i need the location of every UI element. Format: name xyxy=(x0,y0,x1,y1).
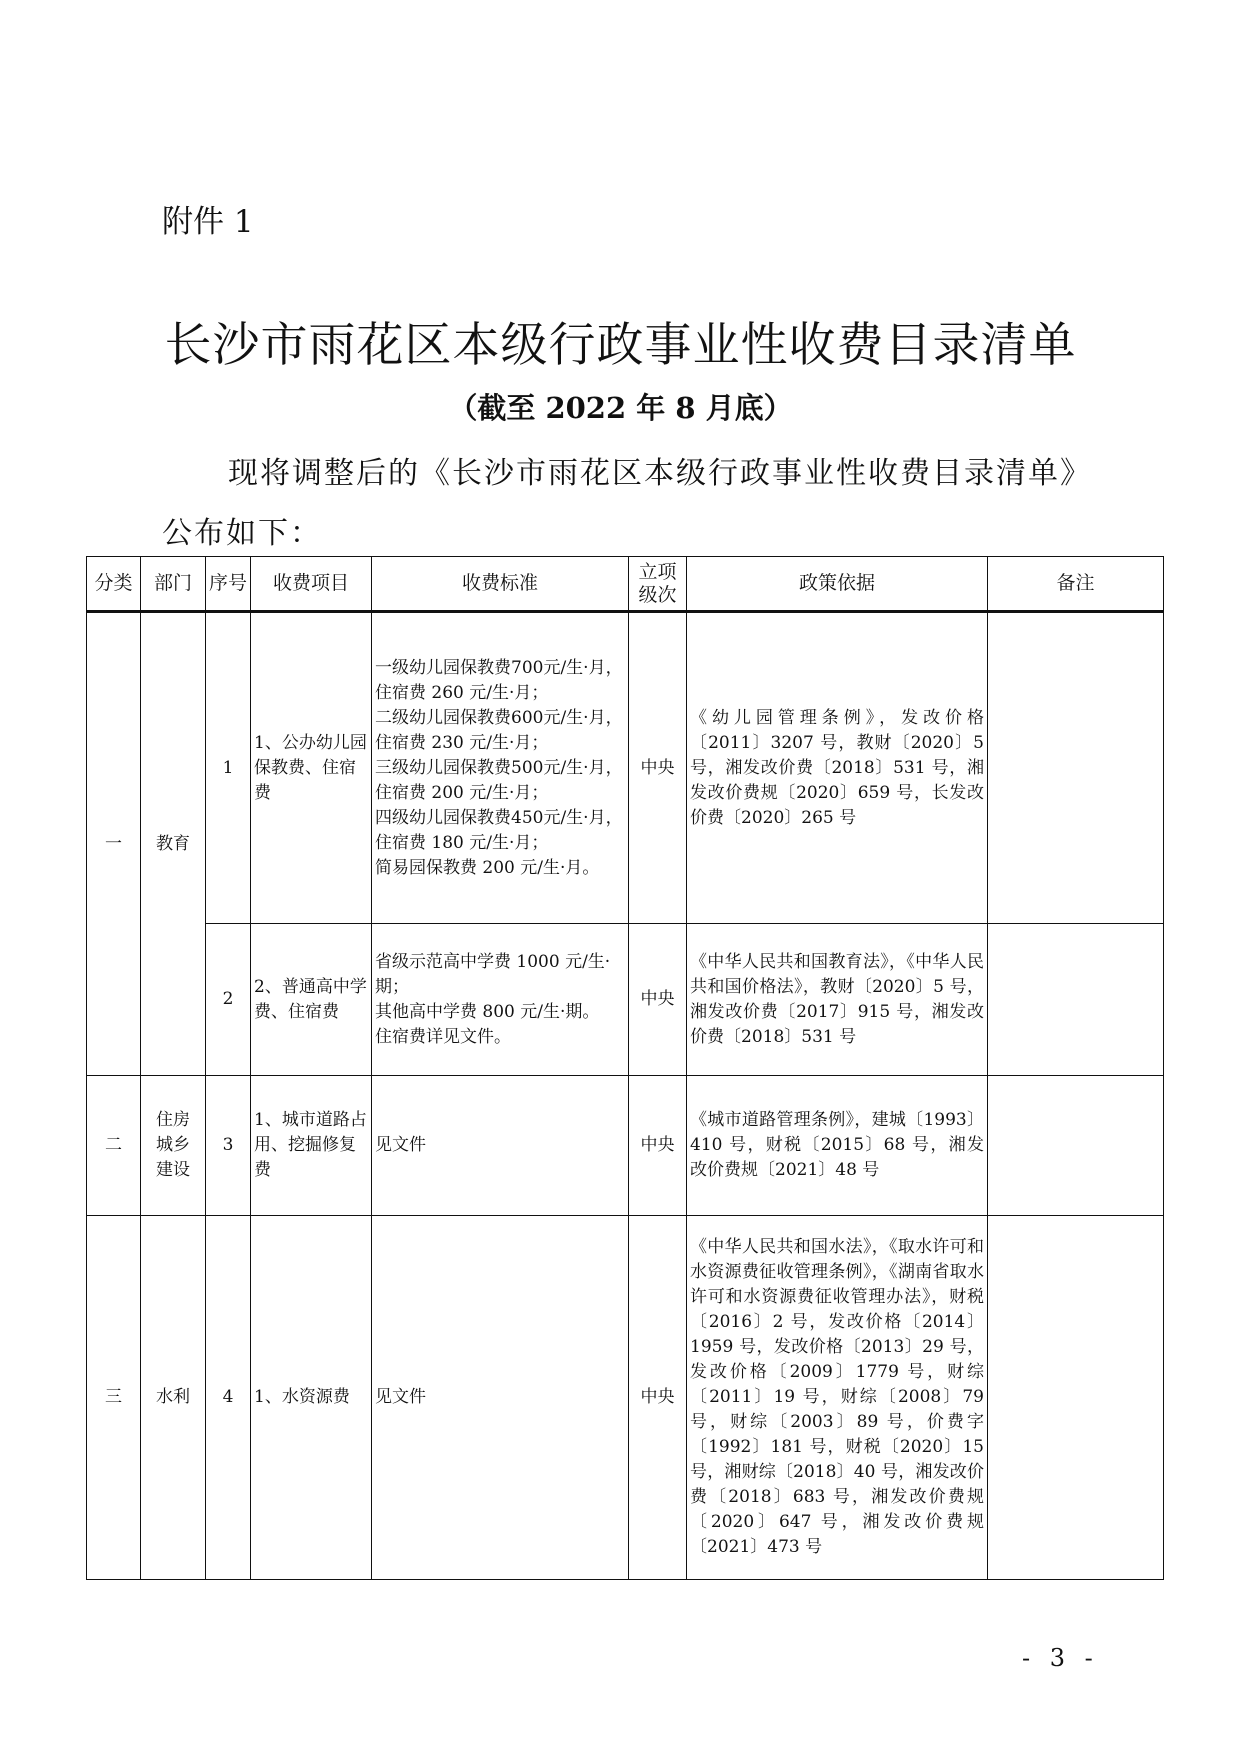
department-cell: 住房城乡建设 xyxy=(141,1076,206,1216)
intro-line-1: 现将调整后的《长沙市雨花区本级行政事业性收费目录清单》 xyxy=(228,456,1092,491)
item-cell: 1、城市道路占用、挖掘修复费 xyxy=(251,1076,372,1216)
standard-line: 一级幼儿园保教费700元/生·月， xyxy=(375,657,623,678)
standard-line: 二级幼儿园保教费600元/生·月， xyxy=(375,707,623,728)
header-remark: 备注 xyxy=(988,557,1164,612)
header-basis: 政策依据 xyxy=(687,557,988,612)
standard-line: 住宿费 200 元/生·月； xyxy=(375,782,549,803)
header-item: 收费项目 xyxy=(251,557,372,612)
basis-cell: 《城市道路管理条例》，建城〔1993〕410 号，财税〔2015〕68 号，湘发改价费规〔2021〕48 号 xyxy=(687,1076,988,1216)
remark-cell xyxy=(988,924,1164,1076)
basis-cell: 《中华人民共和国教育法》，《中华人民共和国价格法》，教财〔2020〕5 号，湘发改价费〔2017〕915 号，湘发改价费〔2018〕531 号 xyxy=(687,924,988,1076)
standard-cell xyxy=(372,924,629,1076)
level-cell: 中央 xyxy=(629,1076,687,1216)
category-cell: 三 xyxy=(87,1216,141,1580)
header-number: 序号 xyxy=(206,557,251,612)
number-cell: 4 xyxy=(206,1216,251,1580)
table-row xyxy=(87,1076,1164,1216)
remark-cell xyxy=(988,1076,1164,1216)
remark-cell xyxy=(988,612,1164,924)
standard-cell xyxy=(372,612,629,924)
header-category: 分类 xyxy=(87,557,141,612)
number-cell: 3 xyxy=(206,1076,251,1216)
standard-line: 见文件 xyxy=(375,1387,426,1407)
page-number: - 3 - xyxy=(1022,1644,1099,1672)
table-header-row xyxy=(87,557,1164,612)
header-standard: 收费标准 xyxy=(372,557,629,612)
standard-cell xyxy=(372,1076,629,1216)
level-cell: 中央 xyxy=(629,612,687,924)
standard-line: 见文件 xyxy=(375,1135,426,1155)
standard-line: 省级示范高中学费 1000 元/生·期； xyxy=(375,951,611,997)
item-cell: 1、水资源费 xyxy=(251,1216,372,1580)
standard-line: 住宿费 260 元/生·月； xyxy=(375,682,549,703)
standard-line: 其他高中学费 800 元/生·期。 xyxy=(375,1001,600,1022)
standard-line: 简易园保教费 200 元/生·月。 xyxy=(375,857,600,878)
basis-cell: 《中华人民共和国水法》，《取水许可和水资源费征收管理条例》，《湖南省取水许可和水资源费征收管理办法》，财税〔2016〕2 号，发改价格〔2014〕1959 号，发改价格〔2013〕29 号，发改价格〔2009〕1779 号，财综〔2011〕19 号，财综〔2008〕79 号，财综〔2003〕89 号，价费字〔1992〕181 号，财税〔2020〕15 号，湘财综〔2018〕40 号，湘发改价费〔2018〕683 号，湘发改价费规〔2020〕647 号，湘发改价费规〔2021〕473 号 xyxy=(687,1216,988,1580)
basis-cell: 《幼儿园管理条例》，发改价格〔2011〕3207 号，教财〔2020〕5 号，湘发改价费〔2018〕531 号，湘发改价费规〔2020〕659 号，长发改价费〔2020〕265 号 xyxy=(687,612,988,924)
remark-cell xyxy=(988,1216,1164,1580)
standard-line: 住宿费详见文件。 xyxy=(375,1026,511,1047)
standard-cell xyxy=(372,1216,629,1580)
header-department: 部门 xyxy=(141,557,206,612)
department-cell: 教育 xyxy=(141,612,206,1076)
intro-line-2: 公布如下： xyxy=(162,516,322,551)
page-subtitle: （截至 2022 年 8 月底） xyxy=(448,391,793,425)
header-level: 立项级次 xyxy=(629,557,687,612)
category-cell: 二 xyxy=(87,1076,141,1216)
standard-line: 住宿费 230 元/生·月； xyxy=(375,732,549,753)
department-cell: 水利 xyxy=(141,1216,206,1580)
fee-table xyxy=(86,556,1164,1580)
standard-line: 四级幼儿园保教费450元/生·月， xyxy=(375,807,623,828)
table-row xyxy=(87,924,1164,1076)
table-row xyxy=(87,612,1164,924)
page-title: 长沙市雨花区本级行政事业性收费目录清单 xyxy=(164,318,1077,373)
category-cell: 一 xyxy=(87,612,141,1076)
number-cell: 2 xyxy=(206,924,251,1076)
item-cell: 2、普通高中学费、住宿费 xyxy=(251,924,372,1076)
table-row xyxy=(87,1216,1164,1580)
level-cell: 中央 xyxy=(629,924,687,1076)
number-cell: 1 xyxy=(206,612,251,924)
item-cell: 1、公办幼儿园保教费、住宿费 xyxy=(251,612,372,924)
attachment-label: 附件 1 xyxy=(162,204,254,240)
level-cell: 中央 xyxy=(629,1216,687,1580)
standard-line: 三级幼儿园保教费500元/生·月， xyxy=(375,757,623,778)
standard-line: 住宿费 180 元/生·月； xyxy=(375,832,549,853)
